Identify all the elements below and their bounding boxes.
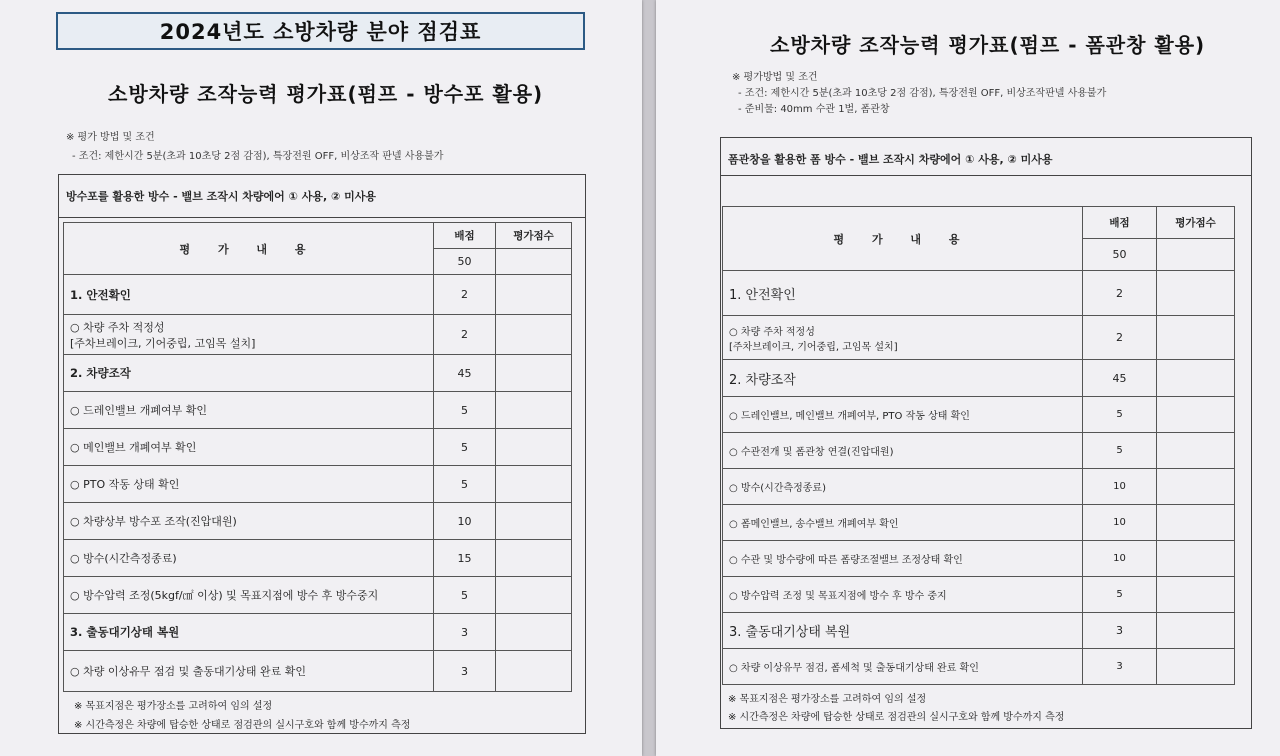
score-cell: [496, 315, 572, 355]
row-points: 5: [1083, 433, 1157, 469]
right-equipment-text: - 준비물: 40mm 수관 1벌, 폼관창: [738, 104, 890, 115]
score-cell: [496, 392, 572, 429]
left-box-divider: [58, 217, 585, 218]
score-cell: [496, 540, 572, 577]
row-points: 2: [434, 315, 496, 355]
section-standby-restore: 3. 출동대기상태 복원: [723, 613, 1083, 649]
right-page-title: 소방차량 조작능력 평가표(펌프 - 폼관창 활용): [770, 33, 1206, 57]
score-cell: [496, 614, 572, 651]
table-row: ○ 메인밸브 개폐여부 확인: [64, 429, 434, 466]
row-points: 10: [1083, 541, 1157, 577]
score-cell: [1157, 541, 1235, 577]
row-points: 5: [1083, 397, 1157, 433]
score-cell: [1157, 316, 1235, 360]
row-points: 2: [1083, 271, 1157, 316]
left-footnote-2: ※ 시간측정은 차량에 탑승한 상태로 점검관의 실시구호와 함께 방수까지 측정: [74, 720, 411, 731]
row-points: 3: [434, 651, 496, 692]
row-points: 3: [1083, 613, 1157, 649]
score-cell: [496, 355, 572, 392]
score-cell: [1157, 577, 1235, 613]
score-cell: [1157, 613, 1235, 649]
left-method-heading: ※ 평가 방법 및 조건: [66, 132, 155, 143]
score-cell: [496, 651, 572, 692]
score-cell: [1157, 469, 1235, 505]
row-points: 5: [434, 429, 496, 466]
row-points: 45: [1083, 360, 1157, 397]
row-text: ○ 차량 주차 적정성: [729, 326, 815, 338]
score-cell: [1157, 397, 1235, 433]
table-row: ○ PTO 작동 상태 확인: [64, 466, 434, 503]
right-footnote-1: ※ 목표지점은 평가장소를 고려하여 임의 설정: [728, 694, 927, 705]
row-points: 5: [1083, 577, 1157, 613]
score-cell: [1157, 433, 1235, 469]
row-points: 5: [434, 466, 496, 503]
score-cell: [496, 429, 572, 466]
left-footnote-1: ※ 목표지점은 평가장소를 고려하여 임의 설정: [74, 701, 273, 712]
score-cell: [496, 503, 572, 540]
total-points: 50: [1083, 239, 1157, 271]
table-row: ○ 드레인밸브, 메인밸브 개폐여부, PTO 작동 상태 확인: [723, 397, 1083, 433]
left-box-heading: 방수포를 활용한 방수 - 밸브 조작시 차량에어 ① 사용, ② 미사용: [66, 190, 377, 203]
table-row: ○ 차량상부 방수포 조작(진압대원): [64, 503, 434, 540]
score-cell: [496, 275, 572, 315]
section-safety-check: 1. 안전확인: [64, 275, 434, 315]
table-row: ○ 차량 이상유무 점검, 폼세척 및 출동대기상태 완료 확인: [723, 649, 1083, 685]
table-row: [64, 315, 434, 355]
table-row: ○ 폼메인밸브, 송수밸브 개폐여부 확인: [723, 505, 1083, 541]
content-header: 평 가 내 용: [723, 207, 1083, 271]
row-points: 5: [434, 577, 496, 614]
score-cell: [496, 577, 572, 614]
total-score-cell: [1157, 239, 1235, 271]
table-row: ○ 수관전개 및 폼관창 연결(진압대원): [723, 433, 1083, 469]
row-points: 5: [434, 392, 496, 429]
table-row: ○ 방수압력 조정(5kgf/㎠ 이상) 및 목표지점에 방수 후 방수중지: [64, 577, 434, 614]
row-subtext: [주차브레이크, 기어중립, 고임목 설치]: [70, 336, 256, 350]
score-cell: [1157, 505, 1235, 541]
row-text: ○ 차량 주차 적정성: [70, 320, 165, 334]
score-cell: [1157, 360, 1235, 397]
row-points: 10: [434, 503, 496, 540]
row-points: 10: [1083, 505, 1157, 541]
table-row: ○ 방수(시간측정종료): [723, 469, 1083, 505]
document-banner: 2024년도 소방차량 분야 점검표: [56, 12, 585, 50]
row-points: 2: [1083, 316, 1157, 360]
total-points: 50: [434, 249, 496, 275]
right-condition-text: - 조건: 제한시간 5분(초과 10초당 2점 감점), 특장전원 OFF, 비상조작판넬 사용불가: [738, 88, 1107, 99]
left-page-title: 소방차량 조작능력 평가표(펌프 - 방수포 활용): [108, 82, 544, 106]
right-footnote-2: ※ 시간측정은 차량에 탑승한 상태로 점검관의 실시구호와 함께 방수까지 측정: [728, 712, 1065, 723]
right-page: [656, 0, 1280, 756]
right-method-heading: ※ 평가방법 및 조건: [732, 72, 818, 83]
row-points: 3: [1083, 649, 1157, 685]
table-row: ○ 드레인밸브 개폐여부 확인: [64, 392, 434, 429]
score-header: 평가점수: [496, 223, 572, 249]
score-header: 평가점수: [1157, 207, 1235, 239]
total-score-cell: [496, 249, 572, 275]
left-condition-text: - 조건: 제한시간 5분(초과 10초당 2점 감점), 특장전원 OFF, 비상조작 판넬 사용불가: [72, 151, 444, 162]
table-row: ○ 차량 이상유무 점검 및 출동대기상태 완료 확인: [64, 651, 434, 692]
row-subtext: [주차브레이크, 기어중립, 고임목 설치]: [729, 341, 898, 353]
table-row: ○ 방수(시간측정종료): [64, 540, 434, 577]
row-points: 10: [1083, 469, 1157, 505]
right-box-heading: 폼관창을 활용한 폼 방수 - 밸브 조작시 차량에어 ① 사용, ② 미사용: [728, 153, 1053, 166]
section-vehicle-operation: 2. 차량조작: [64, 355, 434, 392]
right-box-divider: [720, 175, 1251, 176]
score-cell: [1157, 271, 1235, 316]
table-row: [723, 316, 1083, 360]
score-cell: [496, 466, 572, 503]
section-safety-check: 1. 안전확인: [723, 271, 1083, 316]
points-header: 배점: [1083, 207, 1157, 239]
points-header: 배점: [434, 223, 496, 249]
right-evaluation-table: [722, 206, 1235, 685]
left-evaluation-table: [63, 222, 572, 692]
table-row: ○ 수관 및 방수량에 따른 폼량조절밸브 조정상태 확인: [723, 541, 1083, 577]
table-row: ○ 방수압력 조정 및 목표지점에 방수 후 방수 중지: [723, 577, 1083, 613]
row-points: 3: [434, 614, 496, 651]
row-points: 45: [434, 355, 496, 392]
content-header: 평 가 내 용: [64, 223, 434, 275]
section-vehicle-operation: 2. 차량조작: [723, 360, 1083, 397]
section-standby-restore: 3. 출동대기상태 복원: [64, 614, 434, 651]
row-points: 2: [434, 275, 496, 315]
row-points: 15: [434, 540, 496, 577]
score-cell: [1157, 649, 1235, 685]
